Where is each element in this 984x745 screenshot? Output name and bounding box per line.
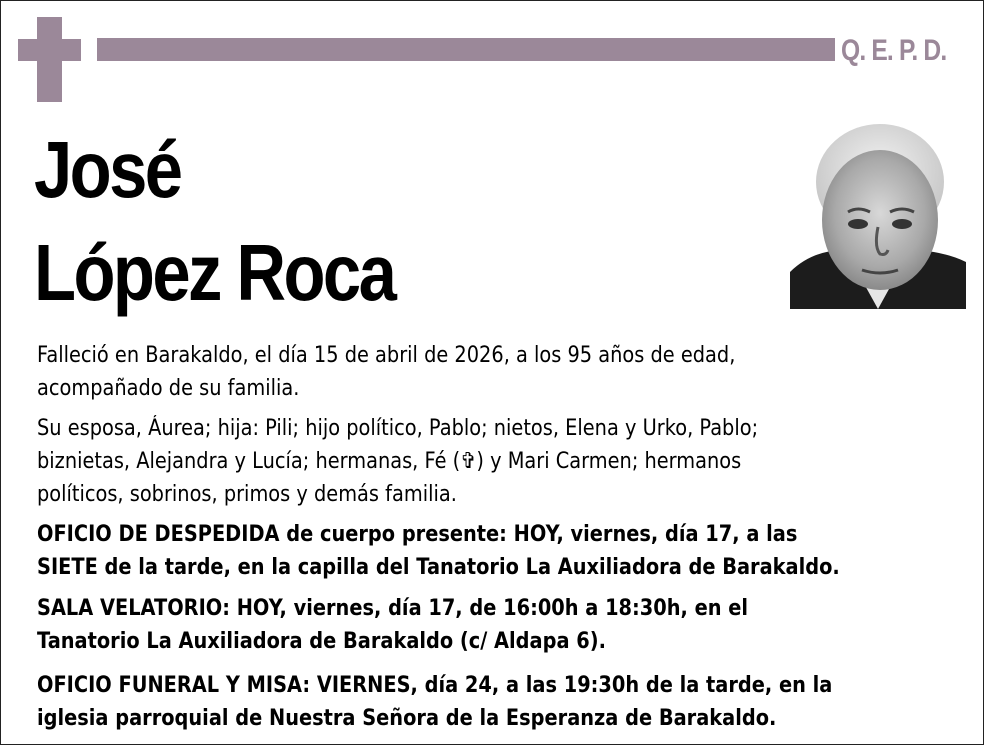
- family-line: Su esposa, Áurea; hija: Pili; hijo político, Pablo; nietos, Elena y Urko, Pablo;: [37, 416, 759, 441]
- deceased-surnames: López Roca: [34, 228, 395, 317]
- cross-horizontal-beam: [18, 39, 81, 61]
- wake-line: Tanatorio La Auxiliadora de Barakaldo (c/ Aldapa 6).: [37, 629, 606, 654]
- farewell-line: OFICIO DE DESPEDIDA de cuerpo presente: HOY, viernes, día 17, a las: [37, 522, 798, 547]
- death-paragraph: [37, 340, 855, 406]
- farewell-line: SIETE de la tarde, en la capilla del Tanatorio La Auxiliadora de Barakaldo.: [37, 555, 840, 580]
- farewell-service-paragraph: [37, 519, 855, 585]
- portrait-photo: [790, 112, 966, 309]
- family-line: biznietas, Alejandra y Lucía; hermanas, Fé (✞) y Mari Carmen; hermanos: [37, 449, 742, 474]
- portrait-image: [790, 112, 966, 309]
- qepd-label: Q. E. P. D.: [841, 34, 947, 67]
- deceased-first-name: José: [34, 125, 181, 214]
- death-line: Falleció en Barakaldo, el día 15 de abril de 2026, a los 95 años de edad,: [37, 343, 736, 368]
- wake-paragraph: [37, 593, 855, 659]
- death-line: acompañado de su familia.: [37, 376, 300, 401]
- funeral-line: OFICIO FUNERAL Y MISA: VIERNES, día 24, a las 19:30h de la tarde, en la: [37, 673, 833, 698]
- family-paragraph: [37, 413, 855, 512]
- header-bar: [97, 38, 835, 61]
- funeral-mass-paragraph: [37, 670, 855, 736]
- funeral-line: iglesia parroquial de Nuestra Señora de la Esperanza de Barakaldo.: [37, 706, 777, 731]
- wake-line: SALA VELATORIO: HOY, viernes, día 17, de 16:00h a 18:30h, en el: [37, 596, 749, 621]
- family-line: políticos, sobrinos, primos y demás familia.: [37, 482, 457, 507]
